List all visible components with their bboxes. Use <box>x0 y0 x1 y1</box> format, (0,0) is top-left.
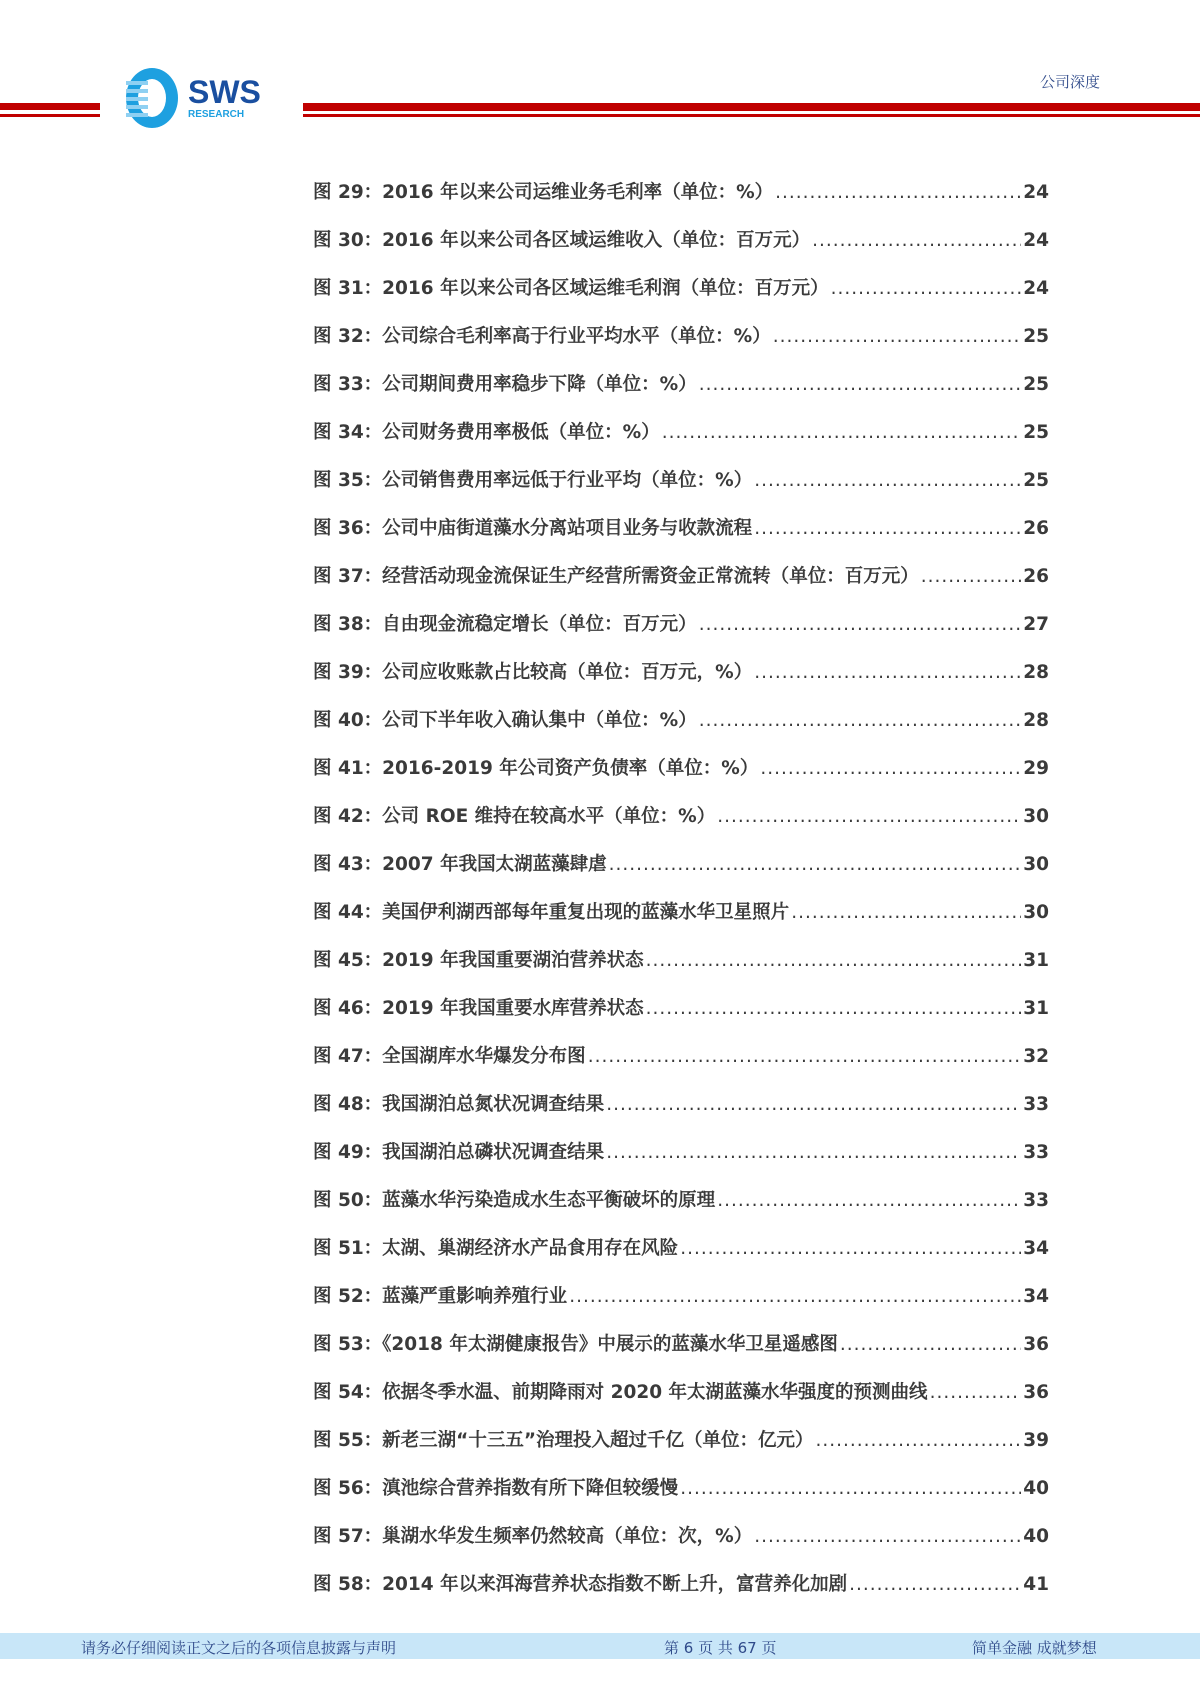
toc-entry-page: 34 <box>1023 1238 1049 1259</box>
toc-entry-page: 36 <box>1023 1382 1049 1403</box>
header-rule-right-thin <box>303 114 1200 117</box>
toc-entry-title: 图 33：公司期间费用率稳步下降（单位：%） <box>313 374 697 395</box>
toc-entry-page: 28 <box>1023 662 1049 683</box>
toc-leader-dots <box>606 1094 1021 1115</box>
toc-entry-page: 40 <box>1023 1478 1049 1499</box>
toc-entry[interactable] <box>313 1570 1049 1618</box>
toc-leader-dots <box>680 1478 1021 1499</box>
toc-entry-page: 25 <box>1023 422 1049 443</box>
toc-entry[interactable] <box>313 946 1049 994</box>
toc-entry-title: 图 48：我国湖泊总氮状况调查结果 <box>313 1094 605 1115</box>
toc-leader-dots <box>831 278 1022 299</box>
toc-leader-dots <box>569 1286 1021 1307</box>
toc-leader-dots <box>754 470 1021 491</box>
toc-entry-title: 图 36：公司中庙街道藻水分离站项目业务与收款流程 <box>313 518 753 539</box>
toc-leader-dots <box>754 1526 1021 1547</box>
toc-entry-page: 41 <box>1023 1574 1049 1595</box>
toc-entry-title: 图 56：滇池综合营养指数有所下降但较缓慢 <box>313 1478 679 1499</box>
toc-entry[interactable] <box>313 994 1049 1042</box>
toc-entry[interactable] <box>313 754 1049 802</box>
toc-entry[interactable] <box>313 514 1049 562</box>
toc-leader-dots <box>760 758 1021 779</box>
toc-entry-title: 图 45：2019 年我国重要湖泊营养状态 <box>313 950 644 971</box>
toc-entry[interactable] <box>313 1138 1049 1186</box>
toc-entry-page: 30 <box>1023 806 1049 827</box>
toc-entry-title: 图 38：自由现金流稳定增长（单位：百万元） <box>313 614 697 635</box>
toc-entry-page: 26 <box>1023 566 1049 587</box>
toc-leader-dots <box>812 230 1021 251</box>
toc-entry[interactable] <box>313 1330 1049 1378</box>
toc-entry-page: 31 <box>1023 950 1049 971</box>
toc-entry-page: 40 <box>1023 1526 1049 1547</box>
footer-band <box>0 1633 1200 1659</box>
toc-leader-dots <box>699 374 1022 395</box>
footer-page-info: 第 6 页 共 67 页 <box>664 1639 777 1657</box>
toc-entry-title: 图 42：公司 ROE 维持在较高水平（单位：%） <box>313 806 716 827</box>
toc-leader-dots <box>680 1238 1021 1259</box>
toc-entry-title: 图 55：新老三湖“十三五”治理投入超过千亿（单位：亿元） <box>313 1430 814 1451</box>
toc-leader-dots <box>775 182 1021 203</box>
toc-entry-title: 图 39：公司应收账款占比较高（单位：百万元，%） <box>313 662 753 683</box>
toc-entry-page: 34 <box>1023 1286 1049 1307</box>
report-type-label: 公司深度 <box>1040 73 1101 91</box>
toc-leader-dots <box>816 1430 1022 1451</box>
toc-entry-page: 24 <box>1023 182 1049 203</box>
toc-entry-page: 28 <box>1023 710 1049 731</box>
toc-leader-dots <box>754 518 1021 539</box>
toc-entry-page: 32 <box>1023 1046 1049 1067</box>
toc-leader-dots <box>588 1046 1022 1067</box>
figure-index-list <box>313 178 1049 1618</box>
toc-entry[interactable] <box>313 706 1049 754</box>
toc-entry-title: 图 34：公司财务费用率极低（单位：%） <box>313 422 660 443</box>
footer-slogan: 简单金融 成就梦想 <box>972 1639 1097 1657</box>
toc-entry[interactable] <box>313 1042 1049 1090</box>
footer-disclaimer: 请务必仔细阅读正文之后的各项信息披露与声明 <box>81 1639 397 1657</box>
toc-entry-title: 图 31：2016 年以来公司各区域运维毛利润（单位：百万元） <box>313 278 829 299</box>
toc-entry-page: 31 <box>1023 998 1049 1019</box>
toc-entry-title: 图 58：2014 年以来洱海营养状态指数不断上升，富营养化加剧 <box>313 1574 848 1595</box>
toc-entry-page: 25 <box>1023 374 1049 395</box>
toc-entry[interactable] <box>313 610 1049 658</box>
toc-entry-page: 36 <box>1023 1334 1049 1355</box>
toc-entry-page: 26 <box>1023 518 1049 539</box>
toc-entry-title: 图 54：依据冬季水温、前期降雨对 2020 年太湖蓝藻水华强度的预测曲线 <box>313 1382 928 1403</box>
toc-leader-dots <box>930 1382 1022 1403</box>
toc-entry[interactable] <box>313 850 1049 898</box>
toc-entry[interactable] <box>313 322 1049 370</box>
toc-entry-title: 图 43：2007 年我国太湖蓝藻肆虐 <box>313 854 607 875</box>
toc-entry-page: 33 <box>1023 1190 1049 1211</box>
toc-entry[interactable] <box>313 1522 1049 1570</box>
toc-entry-page: 33 <box>1023 1142 1049 1163</box>
header-rule-right-thick <box>303 103 1200 111</box>
toc-entry[interactable] <box>313 802 1049 850</box>
toc-entry-title: 图 32：公司综合毛利率高于行业平均水平（单位：%） <box>313 326 771 347</box>
svg-text:RESEARCH: RESEARCH <box>188 109 245 120</box>
toc-leader-dots <box>699 614 1022 635</box>
toc-entry-title: 图 29：2016 年以来公司运维业务毛利率（单位：%） <box>313 182 774 203</box>
toc-entry[interactable] <box>313 370 1049 418</box>
toc-entry[interactable] <box>313 418 1049 466</box>
toc-leader-dots <box>717 806 1021 827</box>
toc-leader-dots <box>754 662 1021 683</box>
toc-entry-title: 图 51：太湖、巢湖经济水产品食用存在风险 <box>313 1238 679 1259</box>
toc-entry-page: 24 <box>1023 230 1049 251</box>
toc-entry-title: 图 35：公司销售费用率远低于行业平均（单位：%） <box>313 470 753 491</box>
toc-entry[interactable] <box>313 898 1049 946</box>
header-rule-left-thick <box>0 103 100 110</box>
toc-entry-page: 30 <box>1023 902 1049 923</box>
toc-entry[interactable] <box>313 1186 1049 1234</box>
header-rule-left-thin <box>0 114 100 117</box>
toc-entry[interactable] <box>313 1090 1049 1138</box>
toc-entry-title: 图 49：我国湖泊总磷状况调查结果 <box>313 1142 605 1163</box>
toc-leader-dots <box>773 326 1022 347</box>
toc-leader-dots <box>646 998 1022 1019</box>
toc-entry[interactable] <box>313 466 1049 514</box>
toc-entry-title: 图 53：《2018 年太湖健康报告》中展示的蓝藻水华卫星遥感图 <box>313 1334 838 1355</box>
toc-leader-dots <box>921 566 1022 587</box>
toc-leader-dots <box>606 1142 1021 1163</box>
toc-entry-title: 图 57：巢湖水华发生频率仍然较高（单位：次，%） <box>313 1526 753 1547</box>
sws-logo <box>124 67 274 129</box>
toc-entry-page: 39 <box>1023 1430 1049 1451</box>
toc-entry[interactable] <box>313 1474 1049 1522</box>
toc-leader-dots <box>609 854 1022 875</box>
toc-entry-page: 27 <box>1023 614 1049 635</box>
toc-leader-dots <box>849 1574 1021 1595</box>
toc-entry-title: 图 52：蓝藻严重影响养殖行业 <box>313 1286 568 1307</box>
toc-entry[interactable] <box>313 178 1049 226</box>
toc-entry[interactable] <box>313 562 1049 610</box>
toc-entry-page: 25 <box>1023 470 1049 491</box>
toc-entry[interactable] <box>313 226 1049 274</box>
toc-entry-page: 30 <box>1023 854 1049 875</box>
toc-entry[interactable] <box>313 1378 1049 1426</box>
toc-entry-page: 33 <box>1023 1094 1049 1115</box>
toc-entry-title: 图 46：2019 年我国重要水库营养状态 <box>313 998 644 1019</box>
toc-leader-dots <box>646 950 1022 971</box>
toc-entry-title: 图 50：蓝藻水华污染造成水生态平衡破坏的原理 <box>313 1190 716 1211</box>
svg-text:SWS: SWS <box>188 74 261 110</box>
toc-leader-dots <box>662 422 1022 443</box>
toc-entry-title: 图 40：公司下半年收入确认集中（单位：%） <box>313 710 697 731</box>
toc-entry[interactable] <box>313 274 1049 322</box>
toc-entry-title: 图 44：美国伊利湖西部每年重复出现的蓝藻水华卫星照片 <box>313 902 790 923</box>
toc-entry-title: 图 37：经营活动现金流保证生产经营所需资金正常流转（单位：百万元） <box>313 566 919 587</box>
toc-entry-title: 图 41：2016-2019 年公司资产负债率（单位：%） <box>313 758 759 779</box>
toc-leader-dots <box>840 1334 1021 1355</box>
toc-entry[interactable] <box>313 1426 1049 1474</box>
toc-entry-page: 29 <box>1023 758 1049 779</box>
toc-entry-title: 图 30：2016 年以来公司各区域运维收入（单位：百万元） <box>313 230 811 251</box>
toc-entry[interactable] <box>313 1234 1049 1282</box>
toc-leader-dots <box>699 710 1022 731</box>
toc-leader-dots <box>791 902 1021 923</box>
toc-entry-title: 图 47：全国湖库水华爆发分布图 <box>313 1046 586 1067</box>
toc-entry-page: 25 <box>1023 326 1049 347</box>
toc-entry[interactable] <box>313 658 1049 706</box>
toc-entry-page: 24 <box>1023 278 1049 299</box>
toc-leader-dots <box>717 1190 1021 1211</box>
toc-entry[interactable] <box>313 1282 1049 1330</box>
